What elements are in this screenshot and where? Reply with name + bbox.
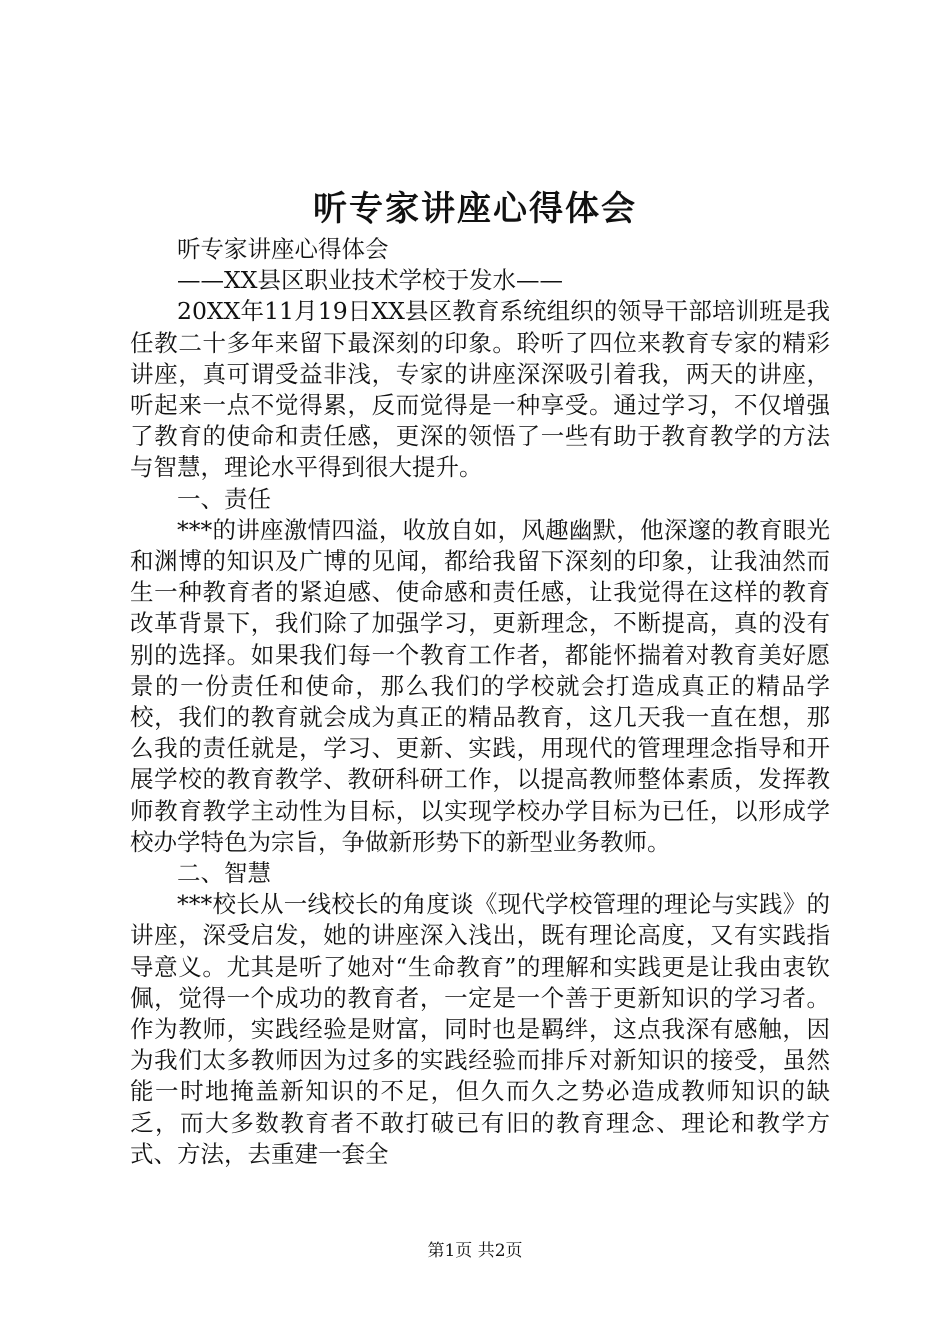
author-line: ——XX县区职业技术学校于发水—— bbox=[177, 266, 563, 295]
section-heading-responsibility: 一、责任 bbox=[177, 484, 271, 513]
document-body bbox=[130, 234, 830, 1170]
section-heading-wisdom: 二、智慧 bbox=[177, 859, 271, 888]
wisdom-paragraph: ***校长从一线校长的角度谈《现代学校管理的理论与实践》的讲座，深受启发，她的讲座深入浅出，既有理论高度，又有实践指导意义。尤其是听了她对“生命教育”的理解和实践更是让我由衷钦佩，觉得一个成功的教育者，一定是一个善于更新知识的学习者。作为教师，实践经验是财富，同时也是羁绊，这点我深有感触，因为我们太多教师因为过多的实践经验而排斥对新知识的接受，虽然能一时地掩盖新知识的不足，但久而久之势必造成教师知识的缺乏，而大多数教育者不敢打破已有旧的教育理念、理论和教学方式、方法，去重建一套全 bbox=[130, 890, 830, 1168]
subtitle-paragraph: 听专家讲座心得体会 bbox=[177, 235, 389, 263]
document-title: 听专家讲座心得体会 bbox=[313, 189, 637, 229]
responsibility-paragraph: ***的讲座激情四溢，收放自如，风趣幽默，他深邃的教育眼光和渊博的知识及广博的见闻，都给我留下深刻的印象，让我油然而生一种教育者的紧迫感、使命感和责任感，让我觉得在这样的教育改革背景下，我们除了加强学习，更新理念，不断提高，真的没有别的选择。如果我们每一个教育工作者，都能怀揣着对教育美好愿景的一份责任和使命，那么我们的学校就会打造成真正的精品学校，我们的教育就会成为真正的精品教育，这几天我一直在想，那么我的责任就是，学习、更新、实践，用现代的管理理念指导和开展学校的教育教学、教研科研工作，以提高教师整体素质，发挥教师教育教学主动性为目标，以实现学校办学目标为已任，以形成学校办学特色为宗旨，争做新形势下的新型业务教师。 bbox=[130, 515, 830, 856]
intro-paragraph: 20XX年11月19日XX县区教育系统组织的领导干部培训班是我任教二十多年来留下最深刻的印象。聆听了四位来教育专家的精彩讲座，真可谓受益非浅，专家的讲座深深吸引着我，两天的讲座，听起来一点不觉得累，反而觉得是一种享受。通过学习，不仅增强了教育的使命和责任感，更深的领悟了一些有助于教育教学的方法与智慧，理论水平得到很大提升。 bbox=[130, 297, 830, 482]
page-footer: 第1页 共2页 bbox=[427, 1241, 523, 1261]
